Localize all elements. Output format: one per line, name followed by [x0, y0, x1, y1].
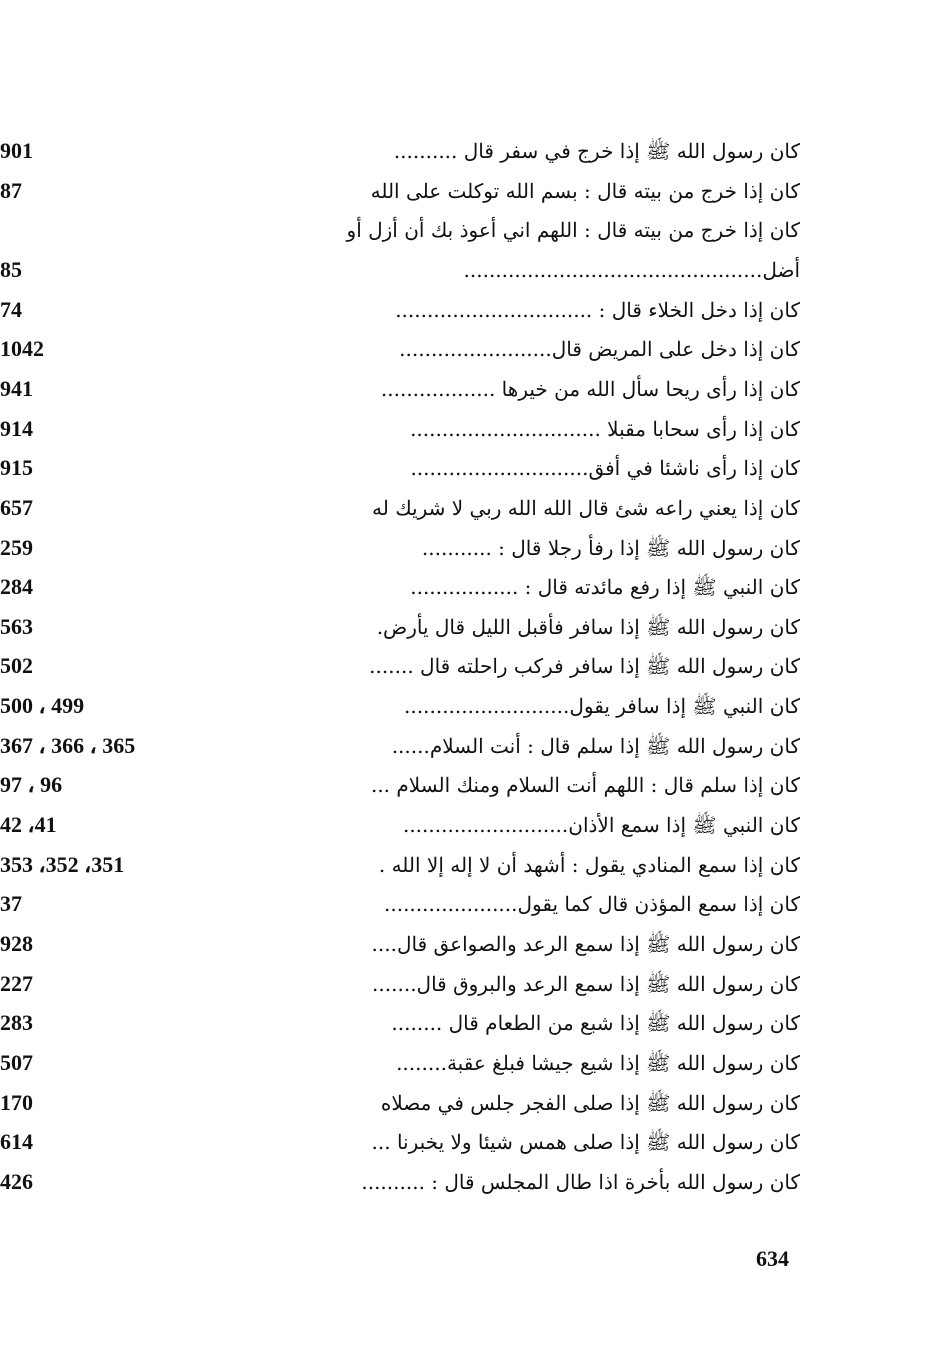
index-entry: [0, 133, 935, 169]
index-entry: [0, 1085, 935, 1121]
index-entry: [0, 252, 935, 288]
index-entry: [0, 807, 935, 843]
entry-page-ref: 928: [0, 931, 33, 956]
entry-text: كان رسول الله بأخرة اذا طال المجلس قال : ..........: [361, 1169, 800, 1194]
entry-page-ref: 614: [0, 1129, 33, 1155]
entry-text: كان إذا سمع المؤذن قال كما يقول.....................: [384, 892, 800, 917]
entry-page-ref: 563: [0, 613, 33, 639]
index-entry: [0, 490, 935, 526]
entry-page-ref: 351، 352، 353: [0, 851, 125, 877]
entry-page-ref: 365 ، 366 ، 367: [0, 732, 136, 758]
index-entry: [0, 966, 935, 1002]
entry-text: كان إذا يعني راعه شئ قال الله الله ربي لا شريك له: [372, 495, 800, 520]
entry-text: كان رسول الله ﷺ إذا سافر فركب راحلته قال .......: [369, 654, 800, 679]
index-entry: [0, 173, 935, 209]
index-entry: [0, 450, 935, 486]
index-entry: [0, 1005, 935, 1041]
page-number: 634: [756, 1246, 789, 1271]
entry-text: كان النبي ﷺ إذا سمع الأذان..........................: [402, 813, 800, 838]
entry-text: أضل...............................................: [463, 257, 800, 282]
index-entry: [0, 847, 935, 883]
entry-text: كان رسول الله ﷺ إذا خرج في سفر قال ..........: [393, 139, 800, 163]
entry-text: كان إذا سمع المنادي يقول : أشهد أن لا إله إلا الله .: [378, 852, 800, 877]
entry-page-ref: 37: [0, 891, 22, 917]
index-entry: [0, 530, 935, 566]
entry-page-ref: 502: [0, 653, 33, 679]
entry-page-ref: 283: [0, 1010, 33, 1036]
entry-text: كان رسول الله ﷺ إذا شيع جيشا فبلغ عقبة........: [396, 1050, 800, 1075]
index-entry: [0, 886, 935, 922]
entry-text: كان إذا خرج من بيته قال : اللهم اني أعوذ بك أن أزل أو: [346, 218, 800, 243]
entry-page-ref: 915: [0, 455, 33, 481]
entry-text: كان إذا رأى ناشئا في أفق............................: [410, 456, 800, 481]
entry-text: كان إذا خرج من بيته قال : بسم الله توكلت على الله: [370, 178, 800, 203]
index-entry: [0, 1164, 935, 1200]
entry-text: كان رسول الله ﷺ إذا صلى الفجر جلس في مصلاه: [380, 1090, 800, 1115]
entry-page-ref: 85: [0, 256, 22, 282]
entry-page-ref: 96 ، 97: [0, 772, 63, 798]
index-entry: [0, 648, 935, 684]
entry-page-ref: 507: [0, 1049, 33, 1075]
entry-page-ref: 499 ، 500: [0, 693, 85, 719]
entry-page-ref: 87: [0, 177, 22, 203]
entry-text: كان رسول الله ﷺ إذا صلى همس شيئا ولا يخبرنا ...: [371, 1130, 800, 1155]
index-entry: [0, 411, 935, 447]
index-entry: [0, 767, 935, 803]
entry-text: كان إذا رأى سحابا مقبلا ..............................: [410, 416, 800, 441]
index-entry: [0, 1045, 935, 1081]
entry-text: كان إذا رأى ريحا سأل الله من خيرها ..................: [380, 376, 800, 401]
entry-page-ref: 901: [0, 138, 33, 163]
entry-page-ref: 1042: [0, 336, 44, 362]
entry-text: كان إذا دخل على المريض قال........................: [399, 337, 800, 362]
index-entry: [0, 371, 935, 407]
entry-text: كان إذا سلم قال : اللهم أنت السلام ومنك السلام ...: [370, 773, 800, 798]
entry-page-ref: 41، 42: [0, 812, 57, 838]
entry-text: كان رسول الله ﷺ إذا رفأ رجلا قال : ...........: [421, 535, 800, 560]
entry-text: كان النبي ﷺ إذا سافر يقول..........................: [404, 694, 800, 719]
entry-page-ref: 284: [0, 574, 33, 600]
index-entry: [0, 1124, 935, 1160]
entry-text: كان رسول الله ﷺ إذا سمع الرعد والصواعق قال....: [371, 932, 800, 956]
entry-page-ref: 426: [0, 1168, 33, 1194]
entry-page-ref: 941: [0, 375, 33, 401]
entry-page-ref: 227: [0, 970, 33, 996]
index-entry: [0, 688, 935, 724]
index-entry: [0, 212, 935, 248]
index-entry: [0, 609, 935, 645]
entry-text: كان رسول الله ﷺ إذا شبع من الطعام قال ........: [391, 1011, 800, 1036]
index-entry: [0, 926, 935, 962]
entry-text: كان رسول الله ﷺ إذا سلم قال : أنت السلام......: [391, 733, 800, 758]
entry-text: كان رسول الله ﷺ إذا سافر فأقبل الليل قال يأرض.: [376, 614, 800, 639]
index-entry: [0, 569, 935, 605]
entry-page-ref: 259: [0, 534, 33, 560]
entry-page-ref: 170: [0, 1089, 33, 1115]
entry-text: كان إذا دخل الخلاء قال : ...............................: [395, 297, 800, 322]
entry-page-ref: 914: [0, 415, 33, 441]
entry-page-ref: 657: [0, 494, 33, 520]
index-entry: [0, 331, 935, 367]
index-entry: [0, 728, 935, 764]
entry-page-ref: 74: [0, 296, 22, 322]
index-entry: [0, 292, 935, 328]
entry-text: كان النبي ﷺ إذا رفع مائدته قال : .................: [410, 575, 800, 600]
entry-text: كان رسول الله ﷺ إذا سمع الرعد والبروق قال.......: [372, 971, 800, 996]
